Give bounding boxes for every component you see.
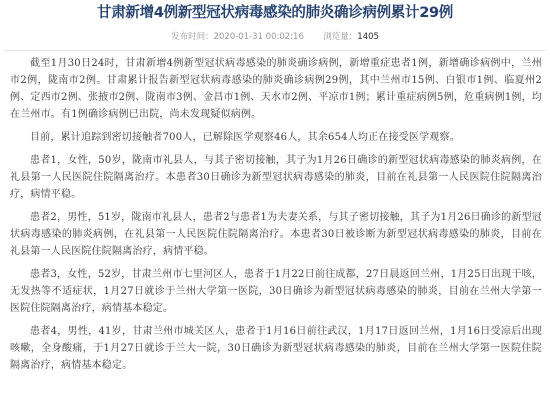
article-title: 甘肃新增4例新型冠状病毒感染的肺炎确诊病例累计29例 — [97, 5, 453, 21]
paragraph-patient-4: 患者4，男性，41岁，甘肃兰州市城关区人，患者于1月16日前往武汉，1月17日返回兰州，1月16日受凉后出现咳嗽，全身酸痛，于1月27日就诊于兰大一院，30日确诊为新型冠状病毒感染的肺炎，目前在兰州大学第一医院住院隔离治疗，病情基本稳定。 — [10, 326, 542, 371]
article-body — [10, 55, 542, 380]
publish-time-label: 发布时间： — [171, 32, 214, 42]
article-meta — [0, 28, 550, 46]
publish-time: 2020-01-31 00:02:16 — [213, 32, 304, 42]
paragraph-contacts: 目前，累计追踪到密切接触者700人，已解除医学观察46人，其余654人均正在接受医学观察。 — [30, 132, 460, 143]
paragraph-patient-2: 患者2，男性，51岁，陇南市礼县人，患者2与患者1为夫妻关系，与其子密切接触，其子为1月26日确诊的新型冠状病毒感染的肺炎病例，在礼县第一人民医院住院隔离治疗。本患者30日被诊断为新型冠状病毒感染的肺炎，目前在礼县第一人民医院住院隔离治疗，病情平稳。 — [10, 212, 542, 257]
title-divider — [4, 50, 546, 51]
views-label: 浏览量： — [323, 32, 358, 42]
paragraph-patient-1: 患者1，女性，50岁，陇南市礼县人，与其子密切接触，其子为1月26日确诊的新型冠状病毒感染的肺炎病例，在礼县第一人民医院住院隔离治疗。本患者30日确诊为新型冠状病毒感染的肺炎，目前在礼县第一人民医院住院隔离治疗，病情平稳。 — [10, 155, 542, 200]
paragraph-summary: 截至1月30日24时，甘肃新增4例新型冠状病毒感染的肺炎确诊病例，新增重症患者1例，新增确诊病例中，兰州市2例，陇南市2例。甘肃累计报告新型冠状病毒感染的肺炎确诊病例29例，其中兰州市15例、白银市1例、临夏州2例、定西市2例、张掖市2例、陇南市3例、金昌市1例、天水市2例、平凉市1例；累计重症病例5例，危重病例1例，均在兰州市。有1例确诊病例已出院，尚未发现疑似病例。 — [10, 58, 542, 120]
paragraph-patient-3: 患者3，女性，52岁，甘肃兰州市七里河区人，患者于1月22日前往成都，27日晨返回兰州，1月25日出现干咳，无发热等不适症状，1月27日就诊于兰州大学第一医院，30日确诊为新型冠状病毒感染的肺炎，目前在兰州大学第一医院住院隔离治疗，病情基本稳定。 — [10, 269, 542, 314]
views-count: 1405 — [357, 32, 379, 42]
